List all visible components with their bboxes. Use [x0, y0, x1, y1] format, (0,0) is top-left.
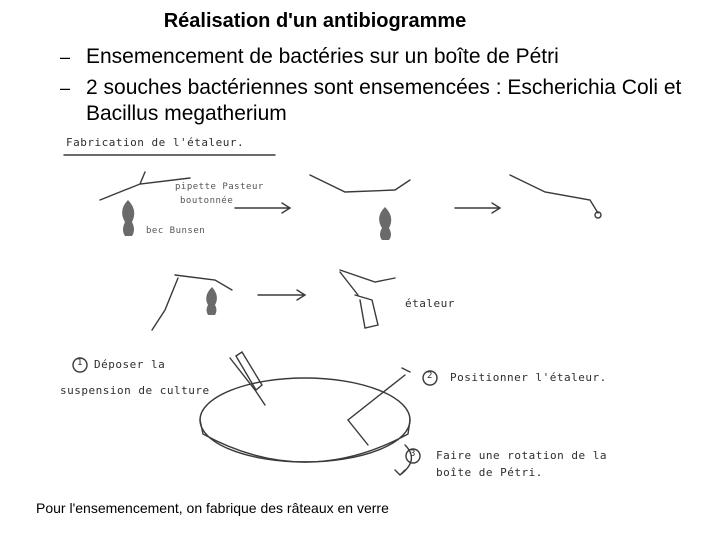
- bunsen-flame-icon: [122, 200, 134, 236]
- bullet-marker: –: [60, 47, 71, 67]
- pipette-icon: [510, 175, 598, 213]
- step3-number: 3: [410, 449, 416, 459]
- label-etaleur: étaleur: [405, 297, 455, 310]
- arrow-icon: [348, 368, 410, 445]
- slide-caption: Pour l'ensemencement, on fabrique des râteaux en verre: [36, 500, 389, 516]
- arrow-icon: [455, 203, 500, 213]
- pipette-icon: [152, 275, 232, 330]
- pipette-icon: [310, 175, 410, 192]
- pipette-icon: [340, 270, 395, 295]
- step1-line2: suspension de culture: [60, 384, 210, 397]
- drawing-heading: Fabrication de l'étaleur.: [66, 136, 245, 149]
- step1-line1: Déposer la: [94, 358, 166, 371]
- slide-title: Réalisation d'un antibiogramme: [163, 10, 467, 32]
- bullet-text: 2 souches bactériennes sont ensemencées : Escherichia Coli et Bacillus megatherium: [86, 76, 682, 125]
- step3-line1: Faire une rotation de la: [436, 449, 607, 462]
- bullet-marker: –: [60, 78, 71, 98]
- petri-dish-icon: [200, 378, 410, 462]
- bullet-text: Ensemencement de bactéries sur un boîte de Pétri: [86, 45, 559, 68]
- arrow-icon: [258, 290, 305, 300]
- label-bunsen: bec Bunsen: [146, 226, 206, 236]
- step2-number: 2: [427, 371, 433, 381]
- label-pipette-2: boutonnée: [180, 196, 234, 206]
- bunsen-flame-icon: [206, 287, 217, 315]
- step2-text: Positionner l'étaleur.: [450, 371, 607, 384]
- etaleur-icon: [355, 295, 378, 328]
- label-pipette: pipette Pasteur: [175, 182, 264, 192]
- step1-number: 1: [77, 358, 83, 368]
- bunsen-flame-icon: [379, 207, 391, 240]
- arrow-icon: [235, 203, 290, 213]
- step3-line2: boîte de Pétri.: [436, 466, 543, 479]
